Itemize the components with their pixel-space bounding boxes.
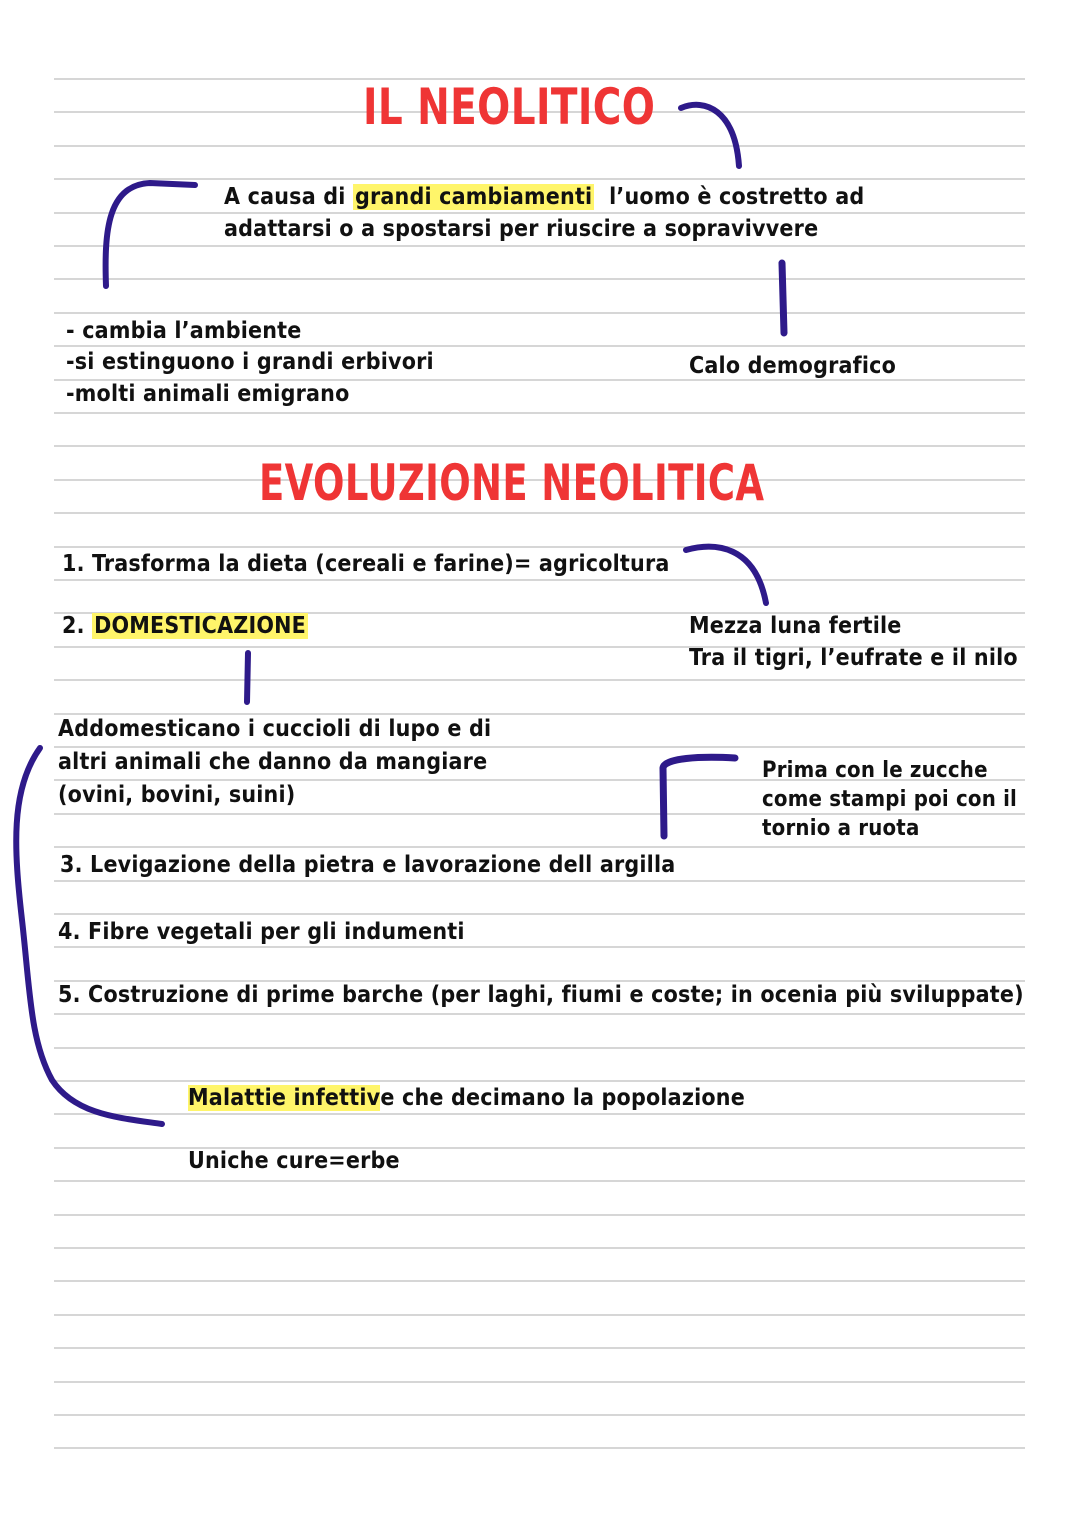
cause-item: - cambia l’ambiente [66,318,302,344]
ruled-line [54,1414,1025,1416]
ruled-line [54,178,1025,180]
list-item-5: 5. Costruzione di prime barche (per laghi, fiumi e coste; in ocenia più sviluppate) [58,982,1024,1008]
intro-line-1 [224,181,864,213]
pottery-note: Prima con le zucche [762,758,988,783]
list-item-4: 4. Fibre vegetali per gli indumenti [58,919,465,945]
mezzaluna-note-line-2: Tra il tigri, l’eufrate e il nilo [689,645,1018,671]
ruled-line [54,1214,1025,1216]
list-item-2 [62,610,308,642]
mezzaluna-note-line-1: Mezza luna fertile [689,613,902,639]
ruled-line [54,445,1025,447]
cure-line: Uniche cure=erbe [188,1148,400,1174]
ruled-line [54,245,1025,247]
pottery-note: come stampi poi con il [762,787,1018,812]
list-item-1: 1. Trasforma la dieta (cereali e farine)= agricoltura [62,551,670,577]
ruled-line [54,913,1025,915]
ruled-line [54,1180,1025,1182]
disease-line [188,1082,745,1114]
ruled-line [54,1013,1025,1015]
ruled-line [54,846,1025,848]
intro-prefix: A causa di [224,184,353,210]
ruled-line [54,1447,1025,1449]
ruled-line [54,1247,1025,1249]
domestication-detail: Addomesticano i cuccioli di lupo e di [58,716,492,742]
ruled-line [54,512,1025,514]
ruled-line [54,1347,1025,1349]
domestication-detail: (ovini, bovini, suini) [58,782,296,808]
highlight-malattie-infettive: Malattie infettiv [188,1085,381,1111]
item-number: 2. [62,613,93,639]
ruled-line [54,1280,1025,1282]
ruled-line [54,278,1025,280]
consequence-calo-demografico: Calo demografico [689,353,897,379]
ruled-line [54,145,1025,147]
list-item-3: 3. Levigazione della pietra e lavorazione dell argilla [60,852,676,878]
ruled-line [54,679,1025,681]
highlight-grandi-cambiamenti: grandi cambiamenti [354,184,593,210]
intro-line-2: adattarsi o a spostarsi per riuscire a sopravivvere [224,216,819,242]
intro-suffix: l’uomo è costretto ad [594,184,865,210]
highlight-domesticazione: DOMESTICAZIONE [94,613,307,639]
domestication-detail: altri animali che danno da mangiare [58,749,488,775]
section-title-evoluzione: EVOLUZIONE NEOLITICA [259,454,765,512]
page-title: IL NEOLITICO [363,78,656,136]
ruled-line [54,1381,1025,1383]
disease-suffix: e che decimano la popolazione [380,1085,745,1111]
cause-item: -si estinguono i grandi erbivori [66,349,434,375]
ruled-line [54,1314,1025,1316]
pottery-note: tornio a ruota [762,816,920,841]
ruled-line [54,412,1025,414]
ruled-line [54,312,1025,314]
ruled-line [54,1047,1025,1049]
cause-item: -molti animali emigrano [66,381,350,407]
